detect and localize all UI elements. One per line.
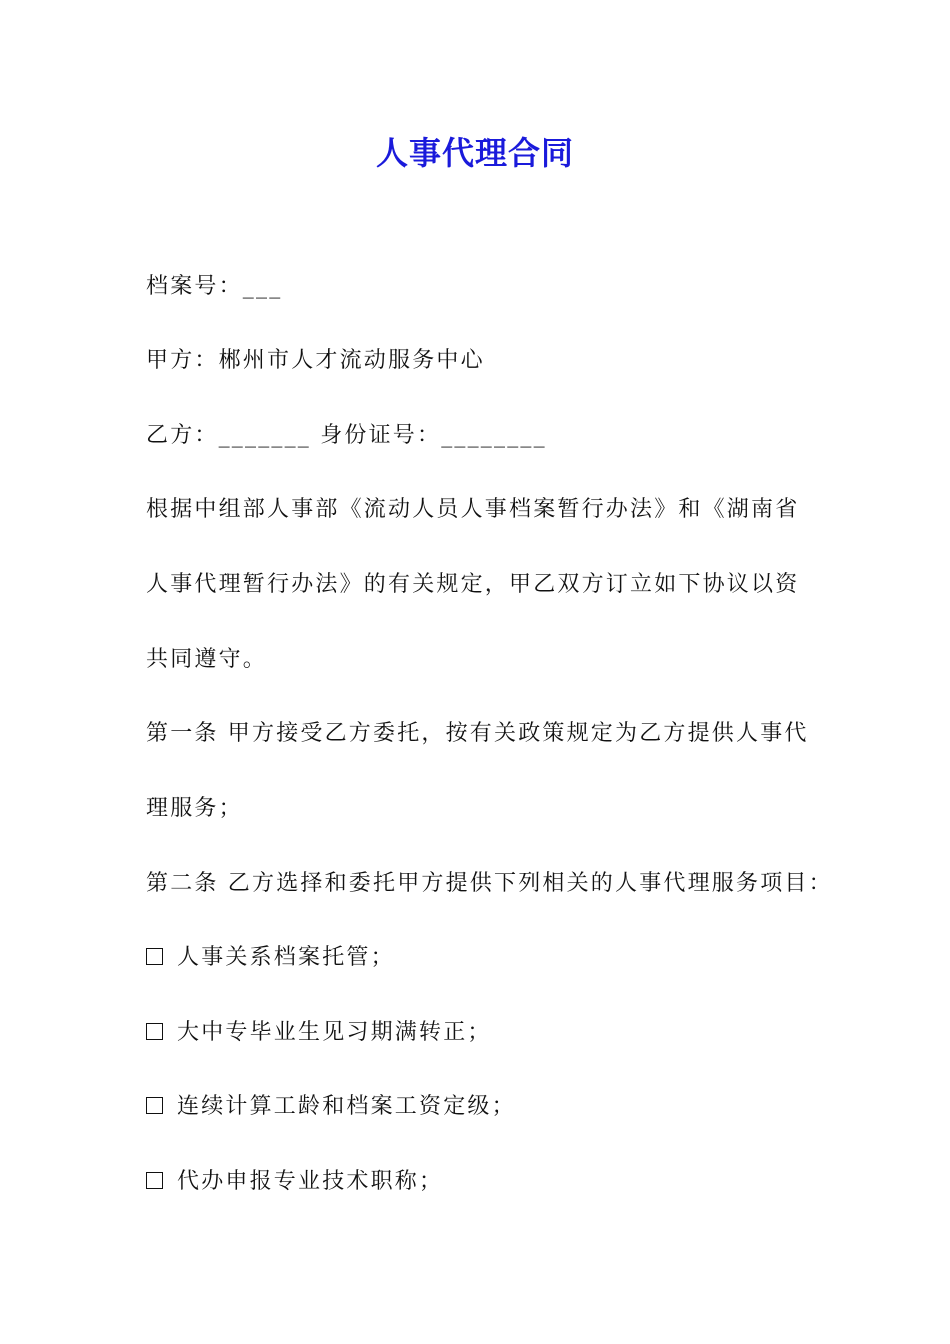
checkbox-icon[interactable] [146,1023,163,1040]
preamble-line: 共同遵守。 [146,647,268,672]
checkbox-icon[interactable] [146,1172,163,1189]
article-1-line: 第一条 甲方接受乙方委托，按有关政策规定为乙方提供人事代 [146,721,809,746]
party-b: 乙方：_______ 身份证号：________ [146,423,547,448]
document-title: 人事代理合同 [375,134,574,172]
option-label: 大中专毕业生见习期满转正； [177,1020,492,1045]
checkbox-icon[interactable] [146,1097,163,1114]
checkbox-icon[interactable] [146,948,163,965]
option-label: 连续计算工龄和档案工资定级； [177,1094,516,1119]
party-a: 甲方：郴州市人才流动服务中心 [146,348,485,373]
option-label: 代办申报专业技术职称； [177,1169,444,1194]
preamble-line: 根据中组部人事部《流动人员人事档案暂行办法》和《湖南省 [146,497,800,522]
option-label: 人事关系档案托管； [177,945,395,970]
article-1-line: 理服务； [146,796,243,821]
option-item [146,943,826,973]
option-item [146,1018,826,1048]
preamble-line: 人事代理暂行办法》的有关规定，甲乙双方订立如下协议以资 [146,572,800,597]
article-2: 第二条 乙方选择和委托甲方提供下列相关的人事代理服务项目： [146,871,833,896]
option-item [146,1092,826,1122]
file-number: 档案号：___ [146,274,283,299]
option-item [146,1167,826,1197]
